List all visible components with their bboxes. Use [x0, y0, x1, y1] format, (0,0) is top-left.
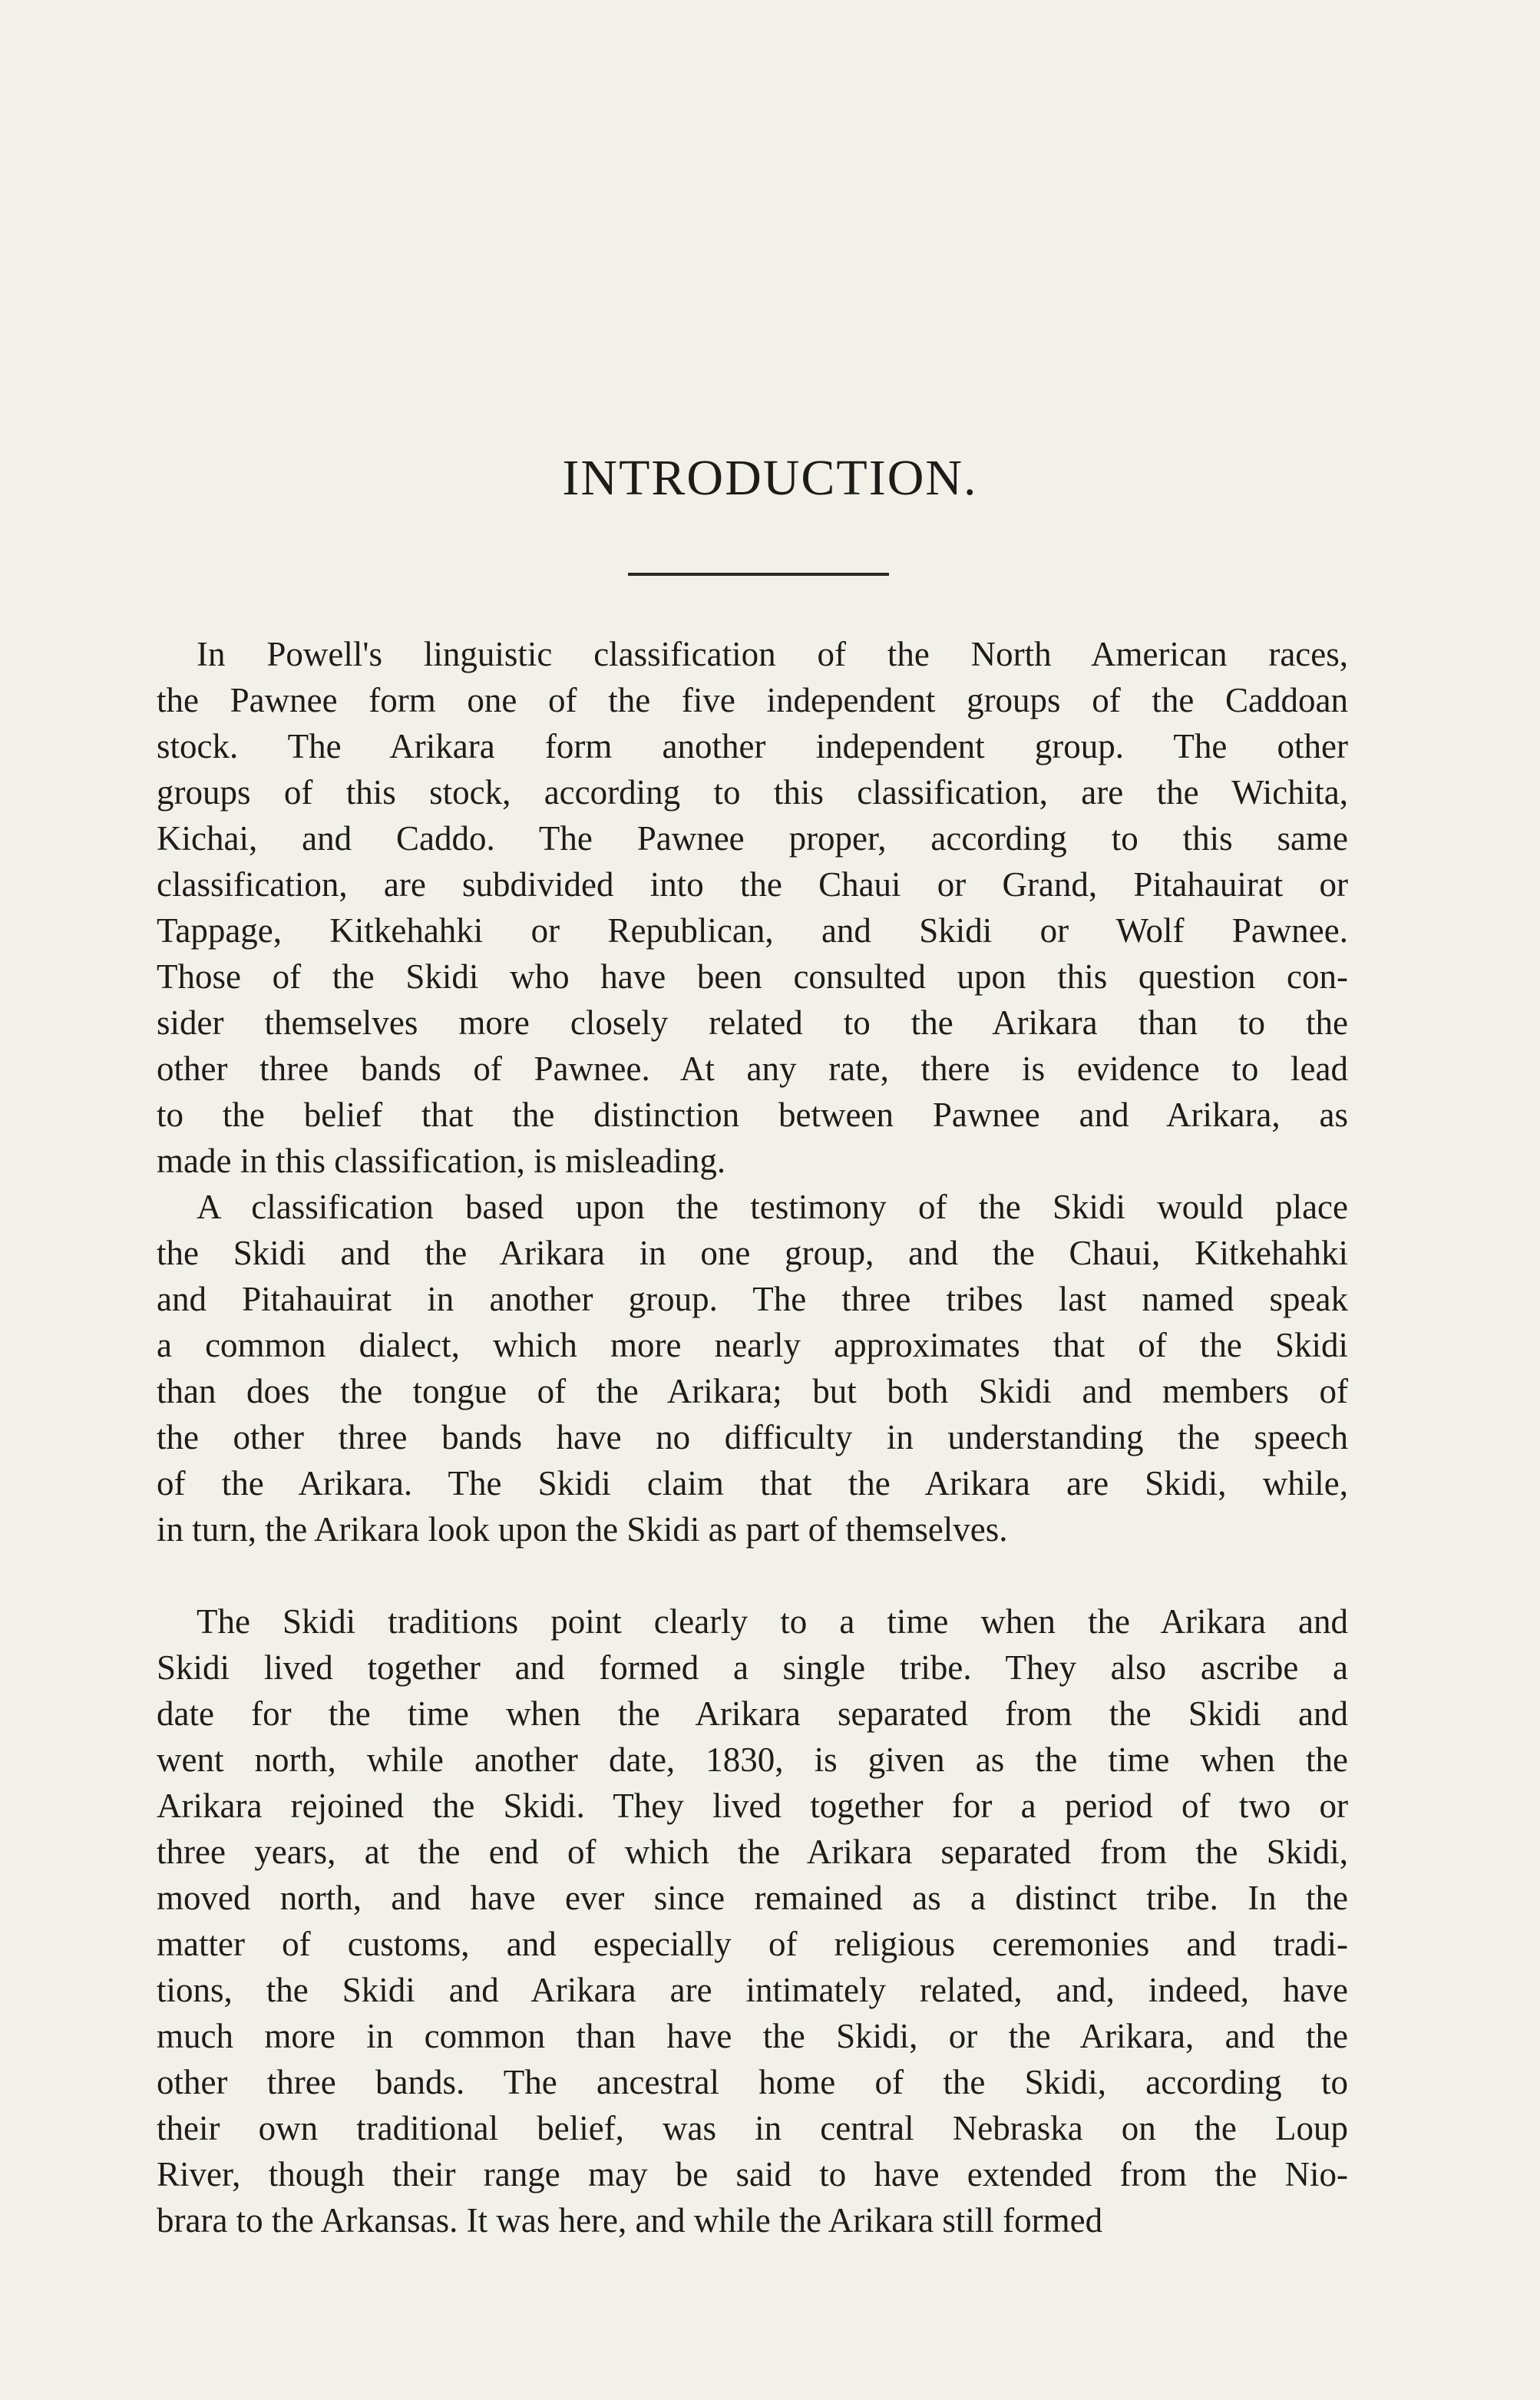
text-line: moved north, and have ever since remained as a distinct tribe. In the [157, 1879, 1348, 1917]
text-line: the Skidi and the Arikara in one group, and the Chaui, Kitkehahki [157, 1234, 1348, 1272]
text-line: matter of customs, and especially of religious ceremonies and tradi- [157, 1925, 1348, 1963]
text-line: tions, the Skidi and Arikara are intimately related, and, indeed, have [157, 1971, 1348, 2009]
title-divider [628, 573, 889, 576]
text-line: than does the tongue of the Arikara; but both Skidi and members of [157, 1372, 1348, 1410]
text-line: date for the time when the Arikara separated from the Skidi and [157, 1694, 1348, 1733]
text-line: brara to the Arkansas. It was here, and while the Arikara still formed [157, 2201, 1103, 2240]
text-line: of the Arikara. The Skidi claim that the Arikara are Skidi, while, [157, 1464, 1348, 1502]
page-title: INTRODUCTION. [562, 450, 978, 506]
text-line: Kichai, and Caddo. The Pawnee proper, according to this same [157, 819, 1348, 858]
paragraph [157, 631, 1348, 1184]
text-line: classification, are subdivided into the Chaui or Grand, Pitahauirat or [157, 865, 1348, 904]
text-line: to the belief that the distinction between Pawnee and Arikara, as [157, 1096, 1348, 1134]
text-line: other three bands. The ancestral home of the Skidi, according to [157, 2063, 1348, 2101]
text-line: much more in common than have the Skidi, or the Arikara, and the [157, 2017, 1348, 2055]
text-line: stock. The Arikara form another independent group. The other [157, 727, 1348, 765]
text-line: made in this classification, is misleading. [157, 1142, 726, 1180]
text-line: Tappage, Kitkehahki or Republican, and Skidi or Wolf Pawnee. [157, 911, 1348, 950]
text-line: Arikara rejoined the Skidi. They lived together for a period of two or [157, 1787, 1348, 1825]
paragraph-gap [157, 1552, 1348, 1598]
text-line: went north, while another date, 1830, is given as the time when the [157, 1740, 1348, 1779]
text-line: and Pitahauirat in another group. The three tribes last named speak [157, 1280, 1348, 1318]
body-text [157, 631, 1348, 2243]
text-line: a common dialect, which more nearly approximates that of the Skidi [157, 1326, 1348, 1364]
paragraph [157, 1184, 1348, 1552]
text-line: their own traditional belief, was in central Nebraska on the Loup [157, 2109, 1348, 2147]
text-line: the other three bands have no difficulty in understanding the speech [157, 1418, 1348, 1456]
text-line: three years, at the end of which the Arikara separated from the Skidi, [157, 1833, 1348, 1871]
text-line: groups of this stock, according to this classification, are the Wichita, [157, 773, 1348, 812]
text-line: In Powell's linguistic classification of the North American races, [197, 635, 1348, 673]
text-line: Skidi lived together and formed a single tribe. They also ascribe a [157, 1648, 1348, 1687]
text-line: sider themselves more closely related to the Arikara than to the [157, 1003, 1348, 1042]
text-line: River, though their range may be said to have extended from the Nio- [157, 2155, 1348, 2193]
text-line: in turn, the Arikara look upon the Skidi as part of themselves. [157, 1510, 1008, 1549]
text-line: Those of the Skidi who have been consulted upon this question con- [157, 957, 1348, 996]
text-line: The Skidi traditions point clearly to a time when the Arikara and [197, 1602, 1348, 1641]
text-line: other three bands of Pawnee. At any rate, there is evidence to lead [157, 1050, 1348, 1088]
text-line: A classification based upon the testimony of the Skidi would place [197, 1188, 1348, 1226]
paragraph [157, 1598, 1348, 2243]
text-line: the Pawnee form one of the five independent groups of the Caddoan [157, 681, 1348, 719]
